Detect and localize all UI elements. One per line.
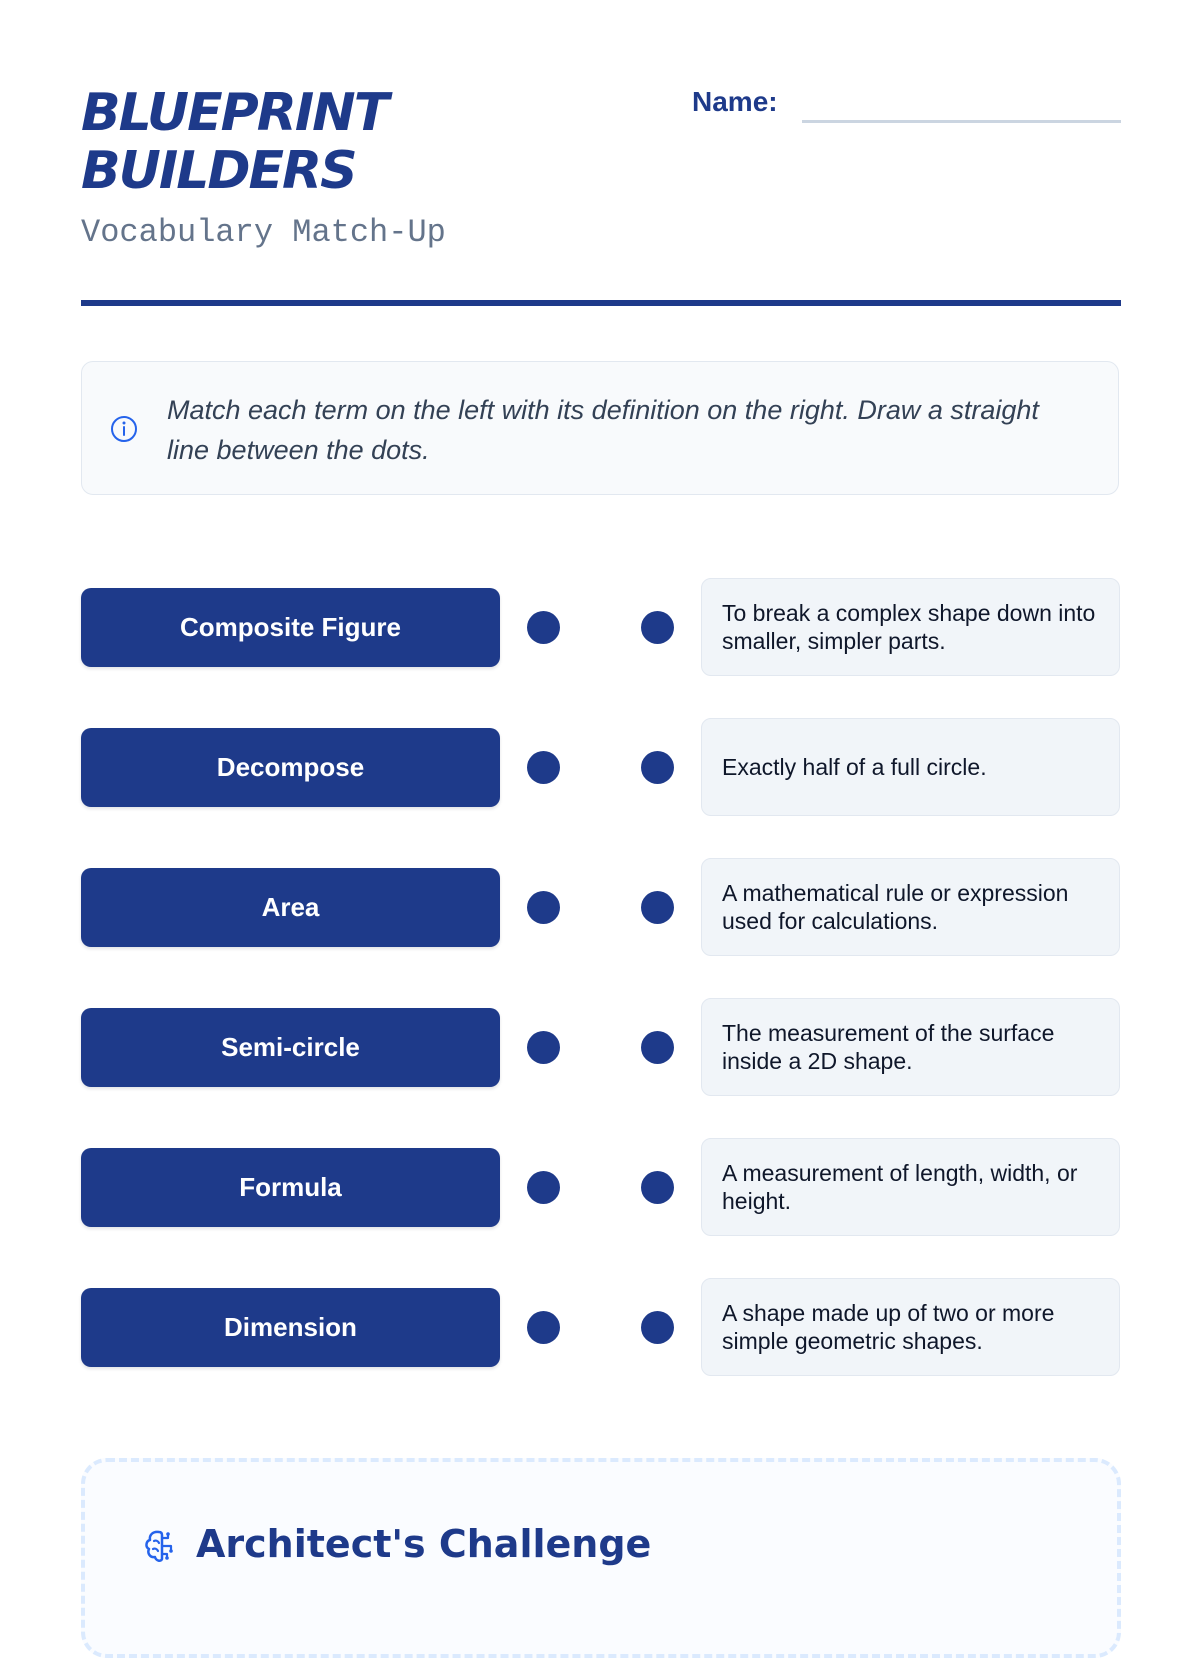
instructions-text: Match each term on the left with its definition on the right. Draw a straight line between the dots. <box>167 395 1039 465</box>
definition-card: A measurement of length, width, or height. <box>701 1138 1120 1236</box>
definition-dot[interactable] <box>641 751 674 784</box>
name-label: Name: <box>692 86 778 117</box>
brain-icon <box>141 1526 181 1566</box>
page-subtitle: Vocabulary Match-Up <box>81 214 446 251</box>
term-card: Composite Figure <box>81 588 500 667</box>
term-dot[interactable] <box>527 751 560 784</box>
definition-dot[interactable] <box>641 891 674 924</box>
term-card: Formula <box>81 1148 500 1227</box>
term-card: Area <box>81 868 500 947</box>
definition-dot[interactable] <box>641 611 674 644</box>
definition-dot[interactable] <box>641 1171 674 1204</box>
title-line-2: BUILDERS <box>81 141 356 201</box>
name-field-area <box>692 84 1121 124</box>
definition-card: A mathematical rule or expression used for calculations. <box>701 858 1120 956</box>
match-row <box>81 998 1121 1096</box>
term-card: Semi-circle <box>81 1008 500 1087</box>
name-input-line[interactable] <box>802 120 1121 123</box>
term-dot[interactable] <box>527 891 560 924</box>
title-line-1: BLUEPRINT <box>81 83 388 143</box>
page-title <box>81 84 387 200</box>
matching-list <box>81 578 1121 1418</box>
worksheet-page <box>81 0 1121 1600</box>
info-icon <box>110 415 138 443</box>
definition-card: The measurement of the surface inside a 2D shape. <box>701 998 1120 1096</box>
definition-card: A shape made up of two or more simple geometric shapes. <box>701 1278 1120 1376</box>
definition-dot[interactable] <box>641 1031 674 1064</box>
definition-card: To break a complex shape down into smaller, simpler parts. <box>701 578 1120 676</box>
challenge-title: Architect's Challenge <box>196 1522 652 1566</box>
match-row <box>81 718 1121 816</box>
challenge-box <box>81 1458 1121 1658</box>
term-dot[interactable] <box>527 611 560 644</box>
term-card: Dimension <box>81 1288 500 1367</box>
instructions-box <box>81 361 1119 495</box>
term-card: Decompose <box>81 728 500 807</box>
match-row <box>81 578 1121 676</box>
match-row <box>81 1138 1121 1236</box>
term-dot[interactable] <box>527 1311 560 1344</box>
definition-card: Exactly half of a full circle. <box>701 718 1120 816</box>
term-dot[interactable] <box>527 1031 560 1064</box>
header-divider <box>81 300 1121 306</box>
match-row <box>81 1278 1121 1376</box>
term-dot[interactable] <box>527 1171 560 1204</box>
match-row <box>81 858 1121 956</box>
definition-dot[interactable] <box>641 1311 674 1344</box>
